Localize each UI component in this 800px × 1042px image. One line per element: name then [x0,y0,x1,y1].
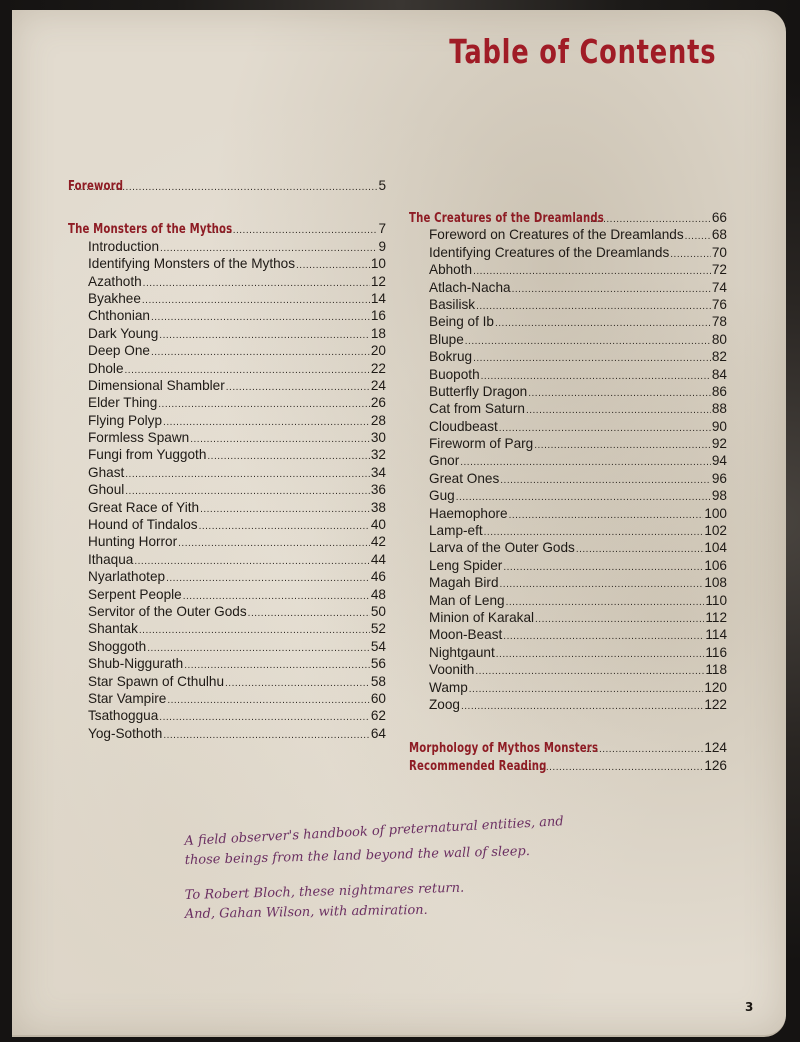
toc-entry[interactable] [409,296,727,313]
toc-entry[interactable] [68,568,386,585]
leader-dots [495,315,711,332]
toc-entry-label: Yog-Sothoth [88,725,163,741]
leader-dots [143,275,370,292]
leader-dots [583,741,704,758]
leader-dots [166,570,370,587]
toc-entry-label: Zoog [429,696,460,712]
toc-entry-label: Elder Thing [88,395,158,411]
toc-entry[interactable] [68,516,386,533]
toc-entry[interactable] [409,279,727,296]
toc-entry-label: Formless Spawn [88,430,190,446]
toc-entry-page: 14 [370,290,386,306]
leader-dots [125,466,370,483]
toc-entry-label: Blupe [429,331,464,347]
toc-entry[interactable] [68,325,386,342]
toc-entry-label: Lamp-eft [429,523,483,539]
leader-dots [225,675,370,692]
toc-entry-page: 20 [370,343,386,359]
toc-entry-page: 62 [370,708,386,724]
toc-entry-page: 24 [370,377,386,393]
toc-entry[interactable] [409,609,727,626]
toc-entry[interactable] [409,487,727,504]
leader-dots [576,541,703,558]
dedication-line: those beings from the land beyond the wall of sleep. [184,843,531,869]
toc-entry[interactable] [409,313,727,330]
toc-entry-page: 110 [705,592,727,608]
toc-entry-page: 74 [711,279,727,295]
leader-dots [509,507,704,524]
toc-entry-label: Recommended Reading [409,758,547,774]
leader-dots [151,344,370,361]
toc-entry-page: 116 [705,644,727,660]
toc-entry[interactable] [409,435,727,452]
toc-entry[interactable] [68,238,386,255]
toc-entry-label: Gnor [429,453,460,469]
toc-entry-label: Dark Young [88,325,159,341]
toc-entry-page: 112 [705,609,727,625]
toc-entry-page: 82 [711,349,727,365]
toc-entry-label: Great Race of Yith [88,499,200,515]
leader-dots [142,292,370,309]
leader-dots [503,628,704,645]
toc-entry-page: 56 [370,656,386,672]
toc-entry[interactable] [409,348,727,365]
leader-dots [167,692,370,709]
leader-dots [534,437,711,454]
toc-entry-label: Hound of Tindalos [88,517,198,533]
toc-entry-label: Nightgaunt [429,644,495,660]
toc-entry-label: Atlach-Nacha [429,279,511,295]
leader-dots [163,414,370,431]
toc-entry[interactable] [68,307,386,324]
toc-section-page: 66 [711,210,727,225]
toc-entry[interactable] [409,261,727,278]
toc-entry[interactable] [409,539,727,556]
leader-dots [528,385,711,402]
leader-dots [670,246,711,263]
toc-entry-page: 54 [370,638,386,654]
toc-entry[interactable] [68,464,386,481]
toc-entry-page: 30 [370,430,386,446]
toc-entry-label: Great Ones [429,470,500,486]
toc-entry-page: 22 [370,360,386,376]
leader-dots [200,501,370,518]
leader-dots [134,553,370,570]
toc-section-dreamlands[interactable] [409,209,727,226]
toc-entry-label: Star Spawn of Cthulhu [88,673,225,689]
toc-entry-label: Wamp [429,679,468,695]
toc-entry-label: Leng Spider [429,557,503,573]
toc-entry[interactable] [409,592,727,609]
toc-entry[interactable] [68,290,386,307]
dedication-line: A field observer's handbook of preternatural entities, and [184,814,565,850]
toc-entry-page: 88 [711,401,727,417]
toc-entry-page: 12 [370,273,386,289]
toc-entry-page: 64 [370,725,386,741]
leader-dots [159,709,370,726]
leader-dots [158,396,370,413]
leader-dots [526,402,711,419]
leader-dots [512,281,711,298]
toc-entry-page: 52 [370,621,386,637]
leader-dots [296,257,370,274]
toc-section-label: The Monsters of the Mythos [68,222,233,238]
toc-entry-label: Butterfly Dragon [429,383,528,399]
toc-entry[interactable] [409,679,727,696]
toc-entry[interactable] [68,446,386,463]
toc-entry-label: Flying Polyp [88,412,163,428]
toc-entry-label: Identifying Monsters of the Mythos [88,256,296,272]
toc-monsters-list [68,238,386,742]
toc-entry[interactable] [409,452,727,469]
toc-entry-label: Ghast [88,464,125,480]
leader-dots [190,431,370,448]
toc-entry[interactable] [409,644,727,661]
leader-dots [685,228,711,245]
toc-entry-page: 102 [704,523,727,539]
toc-entry[interactable] [409,661,727,678]
toc-entry-label: Nyarlathotep [88,569,166,585]
toc-entry-label: Foreword [68,179,124,194]
leader-dots [500,576,704,593]
toc-entry[interactable] [409,400,727,417]
leader-dots [500,472,711,489]
toc-entry-page: 86 [711,383,727,399]
toc-entry[interactable] [409,244,727,261]
toc-entry-label: Basilisk [429,296,476,312]
toc-entry[interactable] [409,696,727,713]
toc-entry[interactable] [409,418,727,435]
toc-entry-label: Morphology of Mythos Monsters [409,741,599,757]
toc-entry[interactable] [68,394,386,411]
toc-entry[interactable] [409,522,727,539]
toc-entry[interactable] [68,412,386,429]
toc-entry-label: Tsathoggua [88,708,159,724]
toc-entry-page: 40 [370,517,386,533]
leader-dots [199,518,370,535]
toc-entry-page: 118 [705,662,727,678]
toc-entry-page: 34 [370,464,386,480]
toc-entry[interactable] [68,499,386,516]
leader-dots [226,379,370,396]
toc-entry-label: Shantak [88,621,138,637]
toc-entry-page: 126 [704,757,727,773]
toc-entry-label: Fireworm of Parg [429,436,534,452]
toc-entry-label: Servitor of the Outer Gods [88,603,247,619]
toc-entry[interactable] [68,620,386,637]
toc-entry-page: 70 [711,244,727,260]
toc-entry-page: 18 [370,325,386,341]
toc-entry-recommended-reading[interactable] [409,757,727,774]
toc-entry[interactable] [68,481,386,498]
toc-entry-morphology[interactable] [409,739,727,756]
leader-dots [465,333,711,350]
toc-entry-label: Star Vampire [88,690,167,706]
toc-entry-label: Voonith [429,662,475,678]
toc-entry[interactable] [68,255,386,272]
toc-entry-page: 60 [370,690,386,706]
toc-entry-label: Serpent People [88,586,182,602]
toc-entry-page: 76 [711,296,727,312]
toc-entry-page: 48 [370,586,386,602]
toc-entry[interactable] [409,366,727,383]
toc-section-monsters[interactable] [68,220,386,237]
toc-entry-page: 38 [370,499,386,515]
toc-entry[interactable] [409,626,727,643]
toc-entry[interactable] [68,273,386,290]
toc-entry-label: Ghoul [88,482,125,498]
toc-entry-label: Dhole [88,360,124,376]
toc-entry-page: 114 [705,627,727,643]
leader-dots [473,350,711,367]
toc-entry-label: Ithaqua [88,551,134,567]
toc-entry-page: 32 [370,447,386,463]
toc-entry-label: Fungi from Yuggoth [88,447,207,463]
toc-entry[interactable] [68,342,386,359]
toc-entry[interactable] [68,707,386,724]
leader-dots [476,298,711,315]
toc-entry-page: 104 [704,540,727,556]
toc-entry-foreword[interactable] [68,177,386,194]
toc-entry[interactable] [409,383,727,400]
toc-entry-label: Azathoth [88,273,142,289]
toc-entry-label: Moon-Beast [429,627,503,643]
toc-entry-label: Cloudbeast [429,418,498,434]
toc-entry-label: Abhoth [429,262,473,278]
toc-entry[interactable] [68,551,386,568]
toc-entry-label: Gug [429,488,455,504]
page-title: Table of Contents [449,32,716,71]
toc-entry[interactable] [68,603,386,620]
leader-dots [506,594,705,611]
leader-dots [151,309,370,326]
toc-entry-page: 10 [370,256,386,272]
toc-entry-page: 26 [370,395,386,411]
toc-entry-label: Deep One [88,343,150,359]
page-number: 3 [745,1000,754,1014]
leader-dots [503,559,703,576]
leader-dots [139,622,370,639]
toc-entry[interactable] [409,470,727,487]
leader-dots [178,535,370,552]
toc-entry-page: 120 [704,679,727,695]
toc-entry-label: Bokrug [429,349,473,365]
toc-entry-page: 36 [370,482,386,498]
toc-entry-label: Hunting Horror [88,534,178,550]
leader-dots [207,448,369,465]
toc-entry-label: Buopoth [429,366,480,382]
toc-entry-page: 90 [711,418,727,434]
toc-entry-label: Minion of Karakal [429,609,535,625]
toc-entry-page: 9 [378,238,386,254]
toc-entry[interactable] [68,377,386,394]
toc-entry-label: Cat from Saturn [429,401,525,417]
toc-entry-page: 58 [370,673,386,689]
toc-entry-page: 68 [711,227,727,243]
toc-entry-page: 92 [711,436,727,452]
toc-entry[interactable] [68,586,386,603]
toc-entry-label: Introduction [88,238,160,254]
toc-entry-label: Shub-Niggurath [88,656,184,672]
toc-entry-page: 72 [711,262,727,278]
handwritten-dedication [184,814,605,924]
toc-entry-page: 124 [704,740,727,756]
toc-dreamlands-list [409,226,727,713]
toc-entry-label: Shoggoth [88,638,147,654]
toc-entry[interactable] [68,360,386,377]
toc-entry[interactable] [409,331,727,348]
toc-section-page: 7 [378,221,386,237]
toc-entry-page: 84 [711,366,727,382]
leader-dots [210,222,378,239]
toc-entry-page: 108 [704,575,727,591]
toc-entry[interactable] [68,533,386,550]
toc-entry-page: 100 [704,505,727,521]
toc-entry[interactable] [68,655,386,672]
leader-dots [475,663,704,680]
toc-entry-page: 16 [370,308,386,324]
toc-entry-page: 94 [711,453,727,469]
toc-entry[interactable] [68,429,386,446]
toc-entry-page: 80 [711,331,727,347]
leader-dots [248,605,370,622]
toc-entry-label: Chthonian [88,308,150,324]
leader-dots [469,681,704,698]
toc-entry-label: Foreword on Creatures of the Dreamlands [429,227,684,243]
toc-entry-label: Dimensional Shambler [88,377,225,393]
toc-entry-label: Man of Leng [429,592,505,608]
toc-entry-page: 42 [370,534,386,550]
toc-entry-page: 28 [370,412,386,428]
toc-entry-page: 98 [711,488,727,504]
toc-entry-label: Larva of the Outer Gods [429,540,575,556]
toc-entry-page: 46 [370,569,386,585]
leader-dots [163,727,370,744]
toc-entry[interactable] [68,673,386,690]
toc-left-column [68,177,386,742]
toc-entry-page: 106 [704,557,727,573]
toc-section-label: The Creatures of the Dreamlands [409,211,604,226]
toc-entry-page: 5 [378,178,386,193]
toc-entry-page: 44 [370,551,386,567]
toc-entry[interactable] [409,226,727,243]
toc-entry[interactable] [409,505,727,522]
toc-entry[interactable] [409,557,727,574]
toc-entry-page: 50 [370,603,386,619]
leader-dots [496,646,705,663]
toc-entry[interactable] [68,690,386,707]
toc-entry-label: Being of Ib [429,314,494,330]
leader-dots [535,611,704,628]
leader-dots [159,327,370,344]
toc-entry-page: 78 [711,314,727,330]
dedication-line: To Robert Bloch, these nightmares return. [184,880,465,904]
toc-entry-page: 122 [704,696,727,712]
toc-right-column [409,209,727,774]
toc-entry[interactable] [68,638,386,655]
dedication-line: And, Gahan Wilson, with admiration. [184,902,428,923]
toc-entry-label: Byakhee [88,290,141,306]
toc-entry-label: Magah Bird [429,575,499,591]
leader-dots [461,698,703,715]
toc-entry-label: Identifying Creatures of the Dreamlands [429,244,670,260]
toc-entry[interactable] [68,725,386,742]
toc-entry-page: 96 [711,470,727,486]
toc-entry[interactable] [409,574,727,591]
toc-entry-label: Haemophore [429,505,508,521]
